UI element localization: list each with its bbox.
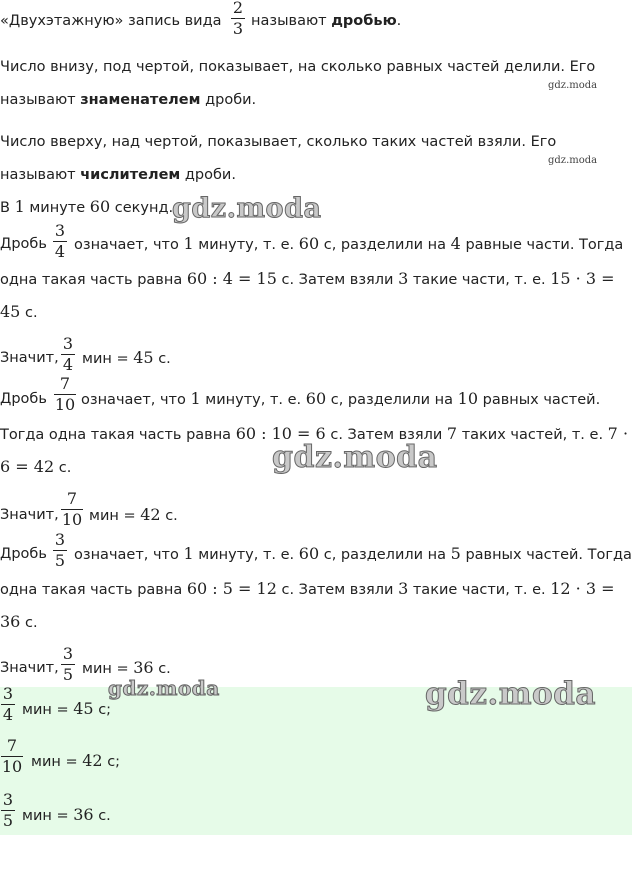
intro-line-1: «Двухэтажную» запись вида (0, 13, 222, 29)
block1-line-3: 45 с. (0, 302, 38, 321)
block1-summary: Значит, (0, 350, 59, 366)
fraction-3-4: 3 4 (62, 334, 74, 375)
block3-line-1-rest: означает, что 1 минуту, т. е. 60 с, разделили на 5 равных частей. Тогда (74, 544, 632, 563)
block2-line-1: Дробь (0, 391, 47, 407)
answer-line-2: мин = 42 с; (31, 751, 121, 770)
block1-line-1-rest: означает, что 1 минуту, т. е. 60 с, разделили на 4 равные части. Тогда (74, 234, 624, 253)
fraction-3-4: 3 4 (54, 221, 66, 262)
block2-line-2: Тогда одна такая часть равна 60 : 10 = 6 с. Затем взяли 7 таких частей, т. е. 7 · (0, 424, 629, 443)
block1-line-2: одна такая часть равна 60 : 4 = 15 с. Затем взяли 3 такие части, т. е. 15 · 3 = (0, 269, 615, 288)
intro-line-5: называют числителем дроби. (0, 167, 236, 183)
watermark-logo: gdz.moda (425, 676, 596, 712)
intro-line-6: В 1 минуте 60 секунд. (0, 197, 174, 216)
block1-line-1: Дробь (0, 236, 47, 252)
watermark-small: gdz.moda (548, 155, 598, 166)
answer-fraction-1: 3 4 (2, 684, 14, 725)
block1-summary-rest: мин = 45 с. (82, 348, 171, 367)
watermark-logo: gdz.moda (172, 193, 322, 224)
fraction-3-5: 3 5 (62, 644, 74, 685)
fraction-7-10: 7 10 (61, 489, 83, 530)
answer-fraction-3: 3 5 (2, 790, 14, 831)
intro-line-1-end: называют дробью. (251, 13, 402, 29)
block3-summary-rest: мин = 36 с. (82, 658, 171, 677)
watermark-logo: gdz.moda (272, 440, 438, 475)
fraction-3-5: 3 5 (54, 530, 66, 571)
fraction-7-10: 7 10 (54, 374, 76, 415)
block2-summary-rest: мин = 42 с. (89, 505, 178, 524)
block3-line-1: Дробь (0, 546, 47, 562)
watermark-small: gdz.moda (548, 80, 598, 91)
intro-line-2: Число внизу, под чертой, показывает, на сколько равных частей делили. Его (0, 59, 596, 75)
block2-line-1-rest: означает, что 1 минуту, т. е. 60 с, разделили на 10 равных частей. (81, 389, 601, 408)
block2-line-3: 6 = 42 с. (0, 457, 72, 476)
intro-line-3: называют знаменателем дроби. (0, 92, 257, 108)
block3-summary: Значит, (0, 660, 59, 676)
answer-fraction-2: 7 10 (1, 736, 23, 777)
intro-line-4: Число вверху, над чертой, показывает, сколько таких частей взяли. Его (0, 134, 557, 150)
block3-line-3: 36 с. (0, 612, 38, 631)
block2-summary: Значит, (0, 507, 59, 523)
block3-line-2: одна такая часть равна 60 : 5 = 12 с. Затем взяли 3 такие части, т. е. 12 · 3 = (0, 579, 615, 598)
fraction-two-thirds: 2 3 (232, 0, 244, 39)
watermark-logo: gdz.moda (108, 676, 220, 700)
answer-line-1: мин = 45 с; (22, 699, 112, 718)
answer-line-3: мин = 36 с. (22, 805, 111, 824)
